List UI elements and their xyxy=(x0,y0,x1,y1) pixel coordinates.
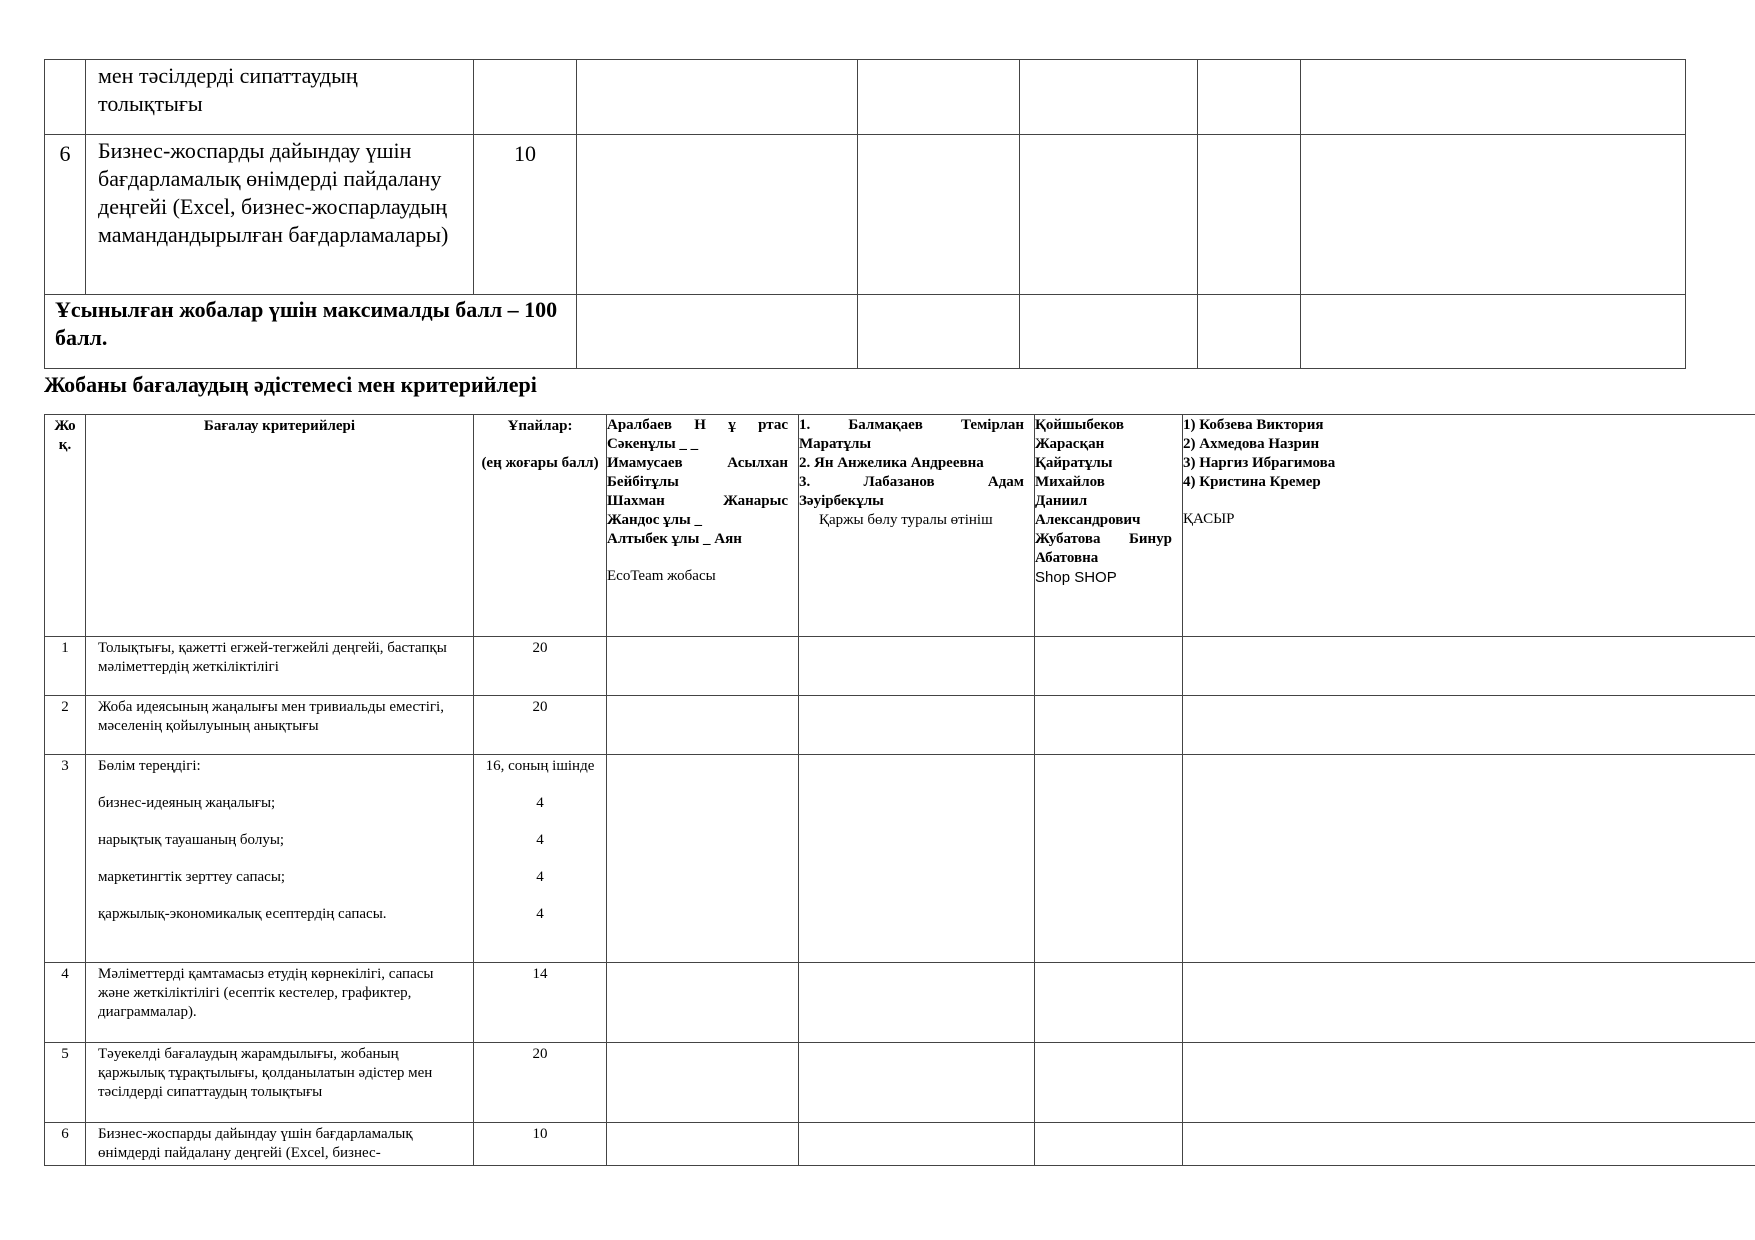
project-name: Қаржы бөлу туралы өтініш xyxy=(819,512,993,528)
criterion-text: Тәуекелді бағалаудың жарамдылығы, жобаның қаржылық тұрақтылығы, қолданылатын әдістер мен тәсілдерді сипаттаудың толықтығы xyxy=(86,1043,474,1123)
table-row xyxy=(45,60,1686,135)
table-row xyxy=(45,696,1755,755)
score-cell xyxy=(577,295,858,369)
row-number: 2 xyxy=(45,696,86,755)
table-row xyxy=(45,963,1755,1043)
header-number: Жоқ. xyxy=(45,415,86,637)
max-points: 14 xyxy=(474,963,607,1043)
score-cell xyxy=(607,963,799,1043)
team-column-ecoteam: Аралбаев Н ұ ртас Сәкенұлы _ _ Имамусаев Асылхан Бейбітұлы Шахман Жанарыс Жандос ұлы _ Алтыбек ұлы _ Аян EcoTeam жобасы xyxy=(607,415,799,637)
max-points xyxy=(474,60,577,135)
table-row xyxy=(45,637,1755,696)
score-cell xyxy=(1301,295,1686,369)
score-cell xyxy=(799,1123,1035,1166)
project-name: ҚАСЫР xyxy=(1183,511,1235,527)
project-name: Shop SHOP xyxy=(1035,569,1117,586)
criterion-text: мен тәсілдерді сипаттаудың толықтығы xyxy=(86,60,474,135)
sub-points: 4 xyxy=(536,795,544,811)
sub-criterion: қаржылық-экономикалық есептердің сапасы. xyxy=(98,906,387,922)
score-cell xyxy=(1183,637,1755,696)
criteria-table-continued xyxy=(44,59,1686,369)
sub-criterion: нарықтық тауашаның болуы; xyxy=(98,832,285,848)
row-number: 6 xyxy=(45,1123,86,1166)
team-column-finance: 1. Балмақаев Темірлан Маратұлы 2. Ян Анжелика Андреевна 3. Лабазанов Адам Зәуірбекұлы Қаржы бөлу туралы өтініш xyxy=(799,415,1035,637)
max-points: 20 xyxy=(474,637,607,696)
score-cell xyxy=(607,1123,799,1166)
score-cell xyxy=(1183,1123,1755,1166)
score-cell xyxy=(799,696,1035,755)
score-cell xyxy=(577,135,858,295)
score-cell xyxy=(1035,963,1183,1043)
score-cell xyxy=(1183,963,1755,1043)
max-points: 20 xyxy=(474,1043,607,1123)
criterion-text: Бизнес-жоспарды дайындау үшін бағдарламалық өнімдерді пайдалану деңгейі (Excel, бизнес- xyxy=(86,1123,474,1166)
score-cell xyxy=(607,755,799,963)
score-cell xyxy=(607,696,799,755)
table-row xyxy=(45,135,1686,295)
score-cell xyxy=(1020,295,1198,369)
criterion-text: Бөлім тереңдігі: бизнес-идеяның жаңалығы; нарықтық тауашаның болуы; маркетингтік зерттеу сапасы; қаржылық-экономикалық есептердің сапасы. xyxy=(86,755,474,963)
team-column-shop: Қойшыбеков Жарасқан Қайратұлы Михайлов Даниил Александрович Жубатова Бинур Абатовна Shop SHOP xyxy=(1035,415,1183,637)
score-cell xyxy=(1198,135,1301,295)
score-cell xyxy=(799,637,1035,696)
score-cell xyxy=(799,963,1035,1043)
score-cell xyxy=(1183,1043,1755,1123)
sub-points: 4 xyxy=(536,832,544,848)
score-cell xyxy=(799,1043,1035,1123)
section-heading: Жобаны бағалаудың әдістемесі мен критерийлері xyxy=(44,372,537,397)
row-number: 3 xyxy=(45,755,86,963)
header-criteria: Бағалау критерийлері xyxy=(86,415,474,637)
max-points: 16, соның ішінде 4 4 4 4 xyxy=(474,755,607,963)
criterion-text: Мәліметтерді қамтамасыз етудің көрнекілігі, сапасы және жеткіліктілігі (есептік кестелер, графиктер, диаграммалар). xyxy=(86,963,474,1043)
table-row xyxy=(45,1043,1755,1123)
score-cell xyxy=(1183,696,1755,755)
score-cell xyxy=(577,60,858,135)
table-row xyxy=(45,755,1755,963)
score-cell xyxy=(1198,60,1301,135)
table-row xyxy=(45,1123,1755,1166)
table-header-row xyxy=(45,415,1755,637)
criterion-text: Жоба идеясының жаңалығы мен тривиальды еместігі, мәселенің қойылуының анықтығы xyxy=(86,696,474,755)
row-number: 6 xyxy=(45,135,86,295)
max-points: 20 xyxy=(474,696,607,755)
score-cell xyxy=(1020,135,1198,295)
score-cell xyxy=(1035,637,1183,696)
score-cell xyxy=(799,755,1035,963)
criterion-text: Бизнес-жоспарды дайындау үшін бағдарламалық өнімдерді пайдалану деңгейі (Excel, бизнес-жоспарлаудың мамандандырылған бағдарламалары) xyxy=(86,135,474,295)
row-number xyxy=(45,60,86,135)
score-cell xyxy=(1198,295,1301,369)
header-points: Ұпайлар: (ең жоғары балл) xyxy=(474,415,607,637)
score-cell xyxy=(858,295,1020,369)
score-cell xyxy=(1035,696,1183,755)
team-column-kasyr: 1) Кобзева Виктория 2) Ахмедова Назрин 3) Наргиз Ибрагимова 4) Кристина Кремер ҚАСЫР xyxy=(1183,415,1755,637)
score-cell xyxy=(607,637,799,696)
score-cell xyxy=(1301,60,1686,135)
score-cell xyxy=(1301,135,1686,295)
criterion-text: Толықтығы, қажетті егжей-тегжейлі деңгейі, бастапқы мәліметтердің жеткіліктілігі xyxy=(86,637,474,696)
score-cell xyxy=(1035,1123,1183,1166)
max-score-note: Ұсынылған жобалар үшін максималды балл – 100 балл. xyxy=(45,295,577,369)
score-cell xyxy=(858,60,1020,135)
evaluation-criteria-table xyxy=(44,414,1755,1166)
sub-points: 4 xyxy=(536,869,544,885)
max-points: 10 xyxy=(474,135,577,295)
score-cell xyxy=(1035,1043,1183,1123)
project-name: EcoTeam жобасы xyxy=(607,568,716,584)
score-cell xyxy=(1183,755,1755,963)
table-footer-row xyxy=(45,295,1686,369)
score-cell xyxy=(858,135,1020,295)
sub-criterion: бизнес-идеяның жаңалығы; xyxy=(98,795,276,811)
max-points: 10 xyxy=(474,1123,607,1166)
score-cell xyxy=(1020,60,1198,135)
sub-points: 4 xyxy=(536,906,544,922)
row-number: 5 xyxy=(45,1043,86,1123)
sub-criterion: маркетингтік зерттеу сапасы; xyxy=(98,869,286,885)
score-cell xyxy=(1035,755,1183,963)
row-number: 1 xyxy=(45,637,86,696)
row-number: 4 xyxy=(45,963,86,1043)
score-cell xyxy=(607,1043,799,1123)
